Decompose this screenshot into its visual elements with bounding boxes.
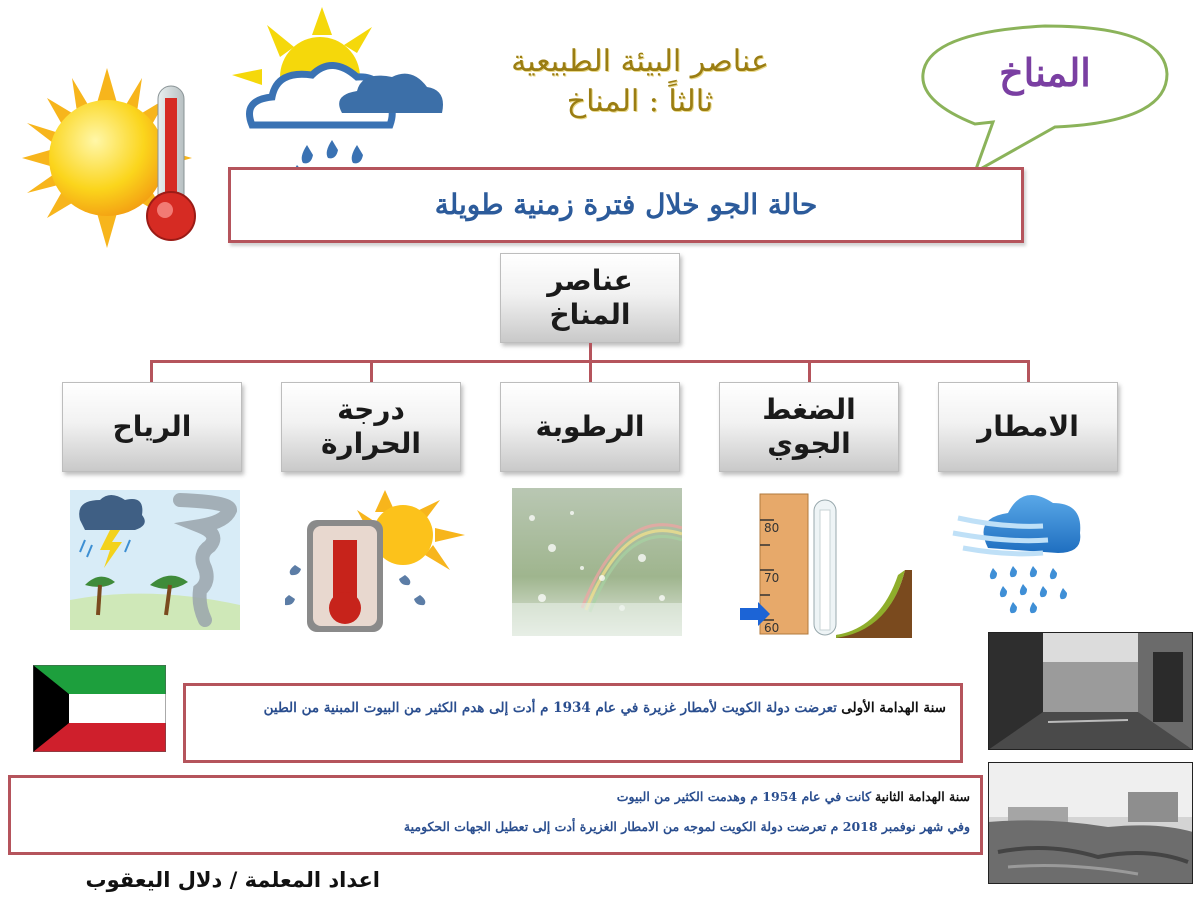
info1-text: تعرضت دولة الكويت لأمطار غزيرة في عام 1934 م أدت إلى هدم الكثير من البيوت المبنية من الطين bbox=[263, 700, 837, 716]
title-line2: ثالثاً : المناخ bbox=[566, 84, 714, 119]
element-humidity-label: الرطوبة bbox=[535, 410, 645, 443]
element-temperature-line1: درجة bbox=[337, 393, 405, 426]
wind-storm-icon bbox=[70, 490, 240, 630]
definition-box bbox=[228, 167, 1024, 243]
info-box-second-collapse bbox=[8, 775, 983, 855]
svg-text:80: 80 bbox=[764, 521, 780, 535]
page-title bbox=[440, 42, 840, 122]
bubble-label: المناخ bbox=[999, 50, 1091, 95]
flood-photo-2 bbox=[988, 762, 1193, 884]
connector-4 bbox=[808, 360, 811, 382]
element-box-humidity bbox=[500, 382, 680, 472]
info2-line2: وفي شهر نوفمبر 2018 م تعرضت دولة الكويت لموجه من الامطار الغزيرة أدت إلى تعطيل الجهات الحكومية bbox=[403, 819, 970, 834]
element-pressure-line2: الجوي bbox=[767, 427, 851, 460]
kuwait-flag-icon bbox=[33, 665, 166, 752]
connector-5 bbox=[1027, 360, 1030, 382]
element-box-rain bbox=[938, 382, 1118, 472]
rain-cloud-icon bbox=[948, 478, 1088, 618]
thermometer-sun-icon bbox=[285, 490, 465, 638]
connector-vertical bbox=[589, 343, 592, 361]
info1-label: سنة الهدامة الأولى bbox=[841, 700, 946, 716]
element-temperature-line2: الحرارة bbox=[321, 427, 421, 460]
svg-text:60: 60 bbox=[764, 621, 780, 635]
barometer-icon bbox=[740, 490, 912, 638]
element-rain-label: الامطار bbox=[977, 410, 1079, 443]
sun-thermometer-icon bbox=[22, 68, 212, 248]
climate-elements-box bbox=[500, 253, 680, 343]
info2-label: سنة الهدامة الثانية bbox=[875, 789, 970, 804]
info2-text: كانت في عام 1954 م وهدمت الكثير من البيوت bbox=[616, 789, 872, 804]
definition-text: حالة الجو خلال فترة زمنية طويلة bbox=[434, 188, 818, 221]
element-box-wind bbox=[62, 382, 242, 472]
element-pressure-line1: الضغط bbox=[762, 393, 856, 426]
center-line1: عناصر bbox=[547, 264, 633, 297]
connector-2 bbox=[370, 360, 373, 382]
humidity-icon bbox=[512, 488, 682, 636]
element-box-pressure bbox=[719, 382, 899, 472]
flood-photo-1 bbox=[988, 632, 1193, 750]
connector-1 bbox=[150, 360, 153, 382]
connector-3 bbox=[589, 360, 592, 382]
weather-cloud-rain-icon bbox=[232, 5, 447, 180]
speech-bubble bbox=[915, 12, 1175, 182]
center-line2: المناخ bbox=[549, 298, 631, 331]
element-box-temperature bbox=[281, 382, 461, 472]
svg-text:70: 70 bbox=[764, 571, 780, 585]
author-credit: اعداد المعلمة / دلال اليعقوب bbox=[85, 868, 380, 892]
title-line1: عناصر البيئة الطبيعية bbox=[511, 44, 769, 79]
info-box-first-collapse bbox=[183, 683, 963, 763]
element-wind-label: الرياح bbox=[112, 410, 192, 443]
